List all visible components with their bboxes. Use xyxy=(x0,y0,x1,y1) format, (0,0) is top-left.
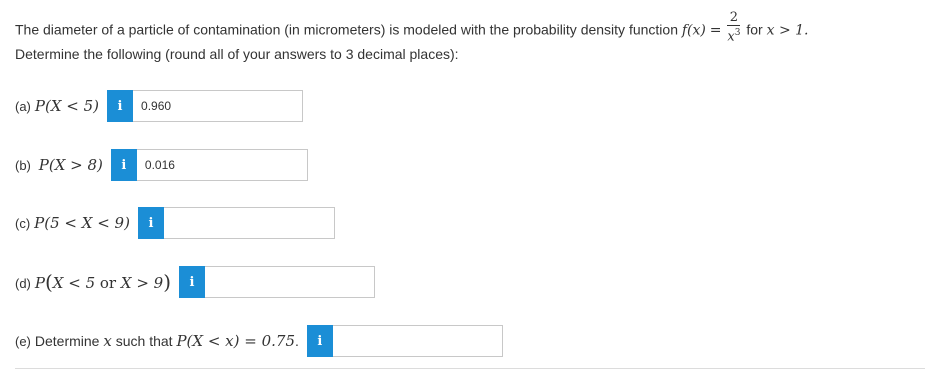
part-d-or: or xyxy=(99,274,117,292)
part-e-text-2: such that xyxy=(115,333,173,349)
part-d xyxy=(15,266,375,298)
info-icon[interactable]: i xyxy=(179,266,205,298)
part-c-expression: P(5 < X < 9) xyxy=(34,214,130,232)
part-e-variable: x xyxy=(103,332,112,350)
domain-condition: x > 1. xyxy=(766,22,809,39)
problem-lead-text: The diameter of a particle of contamination (in micrometers) is modeled with the probability density function xyxy=(15,21,678,38)
part-d-condition-2: X > 9 xyxy=(120,274,164,292)
answer-input-d[interactable] xyxy=(205,266,375,298)
equals-sign: = xyxy=(709,22,722,39)
part-b-tag: (b) xyxy=(15,158,31,173)
part-d-prob: P xyxy=(34,274,45,292)
part-a-label xyxy=(15,97,99,115)
part-b-expression: P(X > 8) xyxy=(38,156,103,174)
instructions: Determine the following (round all of your answers to 3 decimal places): xyxy=(15,46,459,62)
fraction-denominator xyxy=(727,26,740,44)
info-icon[interactable]: i xyxy=(138,207,164,239)
part-e-label xyxy=(15,332,299,350)
part-c xyxy=(15,207,335,239)
info-icon[interactable]: i xyxy=(111,149,137,181)
part-e-text: Determine xyxy=(34,333,100,349)
part-a-expression: P(X < 5) xyxy=(34,97,100,115)
bottom-divider xyxy=(15,368,925,369)
denominator-exponent: 3 xyxy=(734,28,741,38)
answer-input-c[interactable] xyxy=(164,207,335,239)
part-d-tag: (d) xyxy=(15,276,31,291)
part-e-tag: (e) xyxy=(15,334,31,349)
denominator-base: x xyxy=(727,29,735,45)
part-b-label xyxy=(15,156,103,174)
part-e-period: . xyxy=(295,333,299,349)
part-c-label xyxy=(15,214,130,232)
part-d-expression: P(X < 5 or X > 9) xyxy=(34,270,172,294)
for-text: for xyxy=(746,21,763,38)
answer-input-b[interactable] xyxy=(137,149,308,181)
part-a xyxy=(15,90,303,122)
part-a-tag: (a) xyxy=(15,99,31,114)
part-c-tag: (c) xyxy=(15,216,31,231)
info-icon[interactable]: i xyxy=(307,325,333,357)
part-d-label xyxy=(15,270,171,294)
part-e xyxy=(15,325,503,357)
pdf-function-name: f(x) xyxy=(681,22,706,39)
fraction-numerator: 2 xyxy=(727,11,740,26)
problem-statement xyxy=(15,10,809,47)
answer-input-e[interactable] xyxy=(333,325,503,357)
part-e-expression: P(X < x) = 0.75 xyxy=(176,332,295,350)
part-b xyxy=(15,149,308,181)
info-icon[interactable]: i xyxy=(107,90,133,122)
part-d-condition-1: X < 5 xyxy=(52,274,96,292)
pdf-fraction xyxy=(727,11,740,44)
answer-input-a[interactable] xyxy=(133,90,303,122)
